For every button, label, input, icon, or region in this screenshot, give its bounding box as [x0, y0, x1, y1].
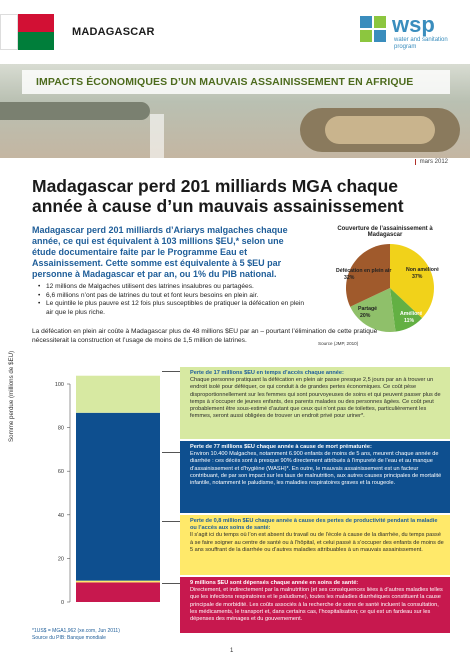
country-label: MADAGASCAR: [72, 26, 155, 38]
pie-label-improved: Amélioré: [400, 311, 423, 317]
page-number: 1: [230, 648, 234, 654]
sanitation-pie-chart: [328, 238, 452, 338]
list-item: • 12 millions de Malgaches utilisent des latrines insalubres ou partagées.: [38, 283, 310, 292]
banner-title: IMPACTS ÉCONOMIQUES D’UN MAUVAIS ASSAINISSEMENT EN AFRIQUE: [36, 76, 414, 88]
loss-bar-chart: [26, 366, 186, 616]
box-text: Il s’agit ici du temps où l’on est absent du travail ou de l’école à cause de la diarrhée, du temps passé à se faire soigner au centre de santé ou à l’hôpital, et celui passé à s’occuper des enfants de moins de 5 ans souffrant de la diarrhée ou d’autres maladies attribuables à un mauvais assainissement.: [190, 532, 444, 553]
list-item: • Le quintile le plus pauvre est 12 fois plus susceptibles de pratiquer la défécation en plein air que le plus riche.: [38, 300, 310, 317]
page-title: Madagascar perd 201 milliards MGA chaque année à cause d’un mauvais assainissement: [32, 176, 404, 216]
bar-segment: [76, 581, 160, 583]
y-tick-label: 40: [57, 512, 64, 519]
banner: [0, 64, 470, 158]
box-text: Directement, et indirectement par la malnutrition (et ses conséquences liées à d’autres maladies telles que les infections respiratoires et le paludisme), toutes les maladies diarrhéiques constituent la cause principale de morbidité. Les coûts associés à la recherche de soins de santé incluent la consultation, les médicaments, le transport et, dans certains cas, l’hospitalisation; ce qui est un fardeau sur les dépenses des ménages et du gouvernement.: [190, 587, 443, 623]
pie-title: Couverture de l’assainissement à Madagascar: [337, 226, 433, 238]
y-tick-label: 80: [57, 425, 64, 432]
body-paragraph: La défécation en plein air coûte à Madagascar plus de 48 millions $EU par an – pourtant l’élimination de cette pratique nécessiterait la construction et l’usage de moins de 1,5 million de latrines.: [32, 328, 378, 344]
logo-name: wsp: [392, 12, 435, 37]
bar-segment: [76, 376, 160, 413]
madagascar-flag: [0, 14, 54, 50]
y-tick-label: 60: [57, 469, 64, 476]
footnotes: [32, 628, 120, 642]
pie-value-unimproved: 37%: [412, 274, 423, 280]
y-tick-label: 100: [54, 382, 64, 388]
box-text: Environ 10.400 Malgaches, notamment 6.900 enfants de moins de 5 ans, meurent chaque année de diarrhée : ces décès sont à presque 90% directement attribués à l’impureté de l’eau et au manque d’assainissement et d’hygiène (WASH)*. En outre, le mauvais assainissement est un facteur contribuant, de par son impact sur les taux de malnutrition, aux autres causes principales de mortalité infantile, notamment le paludisme, les maladies respiratoires graves et la rougeole.: [190, 451, 442, 487]
list-item: • 6,6 millions n’ont pas de latrines du tout et font leurs besoins en plein air.: [38, 292, 310, 301]
pie-value-improved: 11%: [404, 318, 415, 324]
banner-water: [150, 114, 164, 158]
y-tick-label: 20: [57, 556, 64, 563]
banner-pipe: [0, 102, 150, 120]
wsp-logo-icon: [358, 14, 390, 48]
box-heading: Perte de 77 millions $EU chaque année à cause de mort prématurée:: [190, 444, 372, 450]
healthcare-box: [180, 577, 450, 633]
pie-label-unimproved: Non amélioré: [406, 267, 439, 273]
y-tick-label: 0: [60, 600, 64, 606]
box-heading: 9 millions $EU sont dépensés chaque année en soins de santé:: [190, 580, 359, 586]
wsp-logo: [358, 12, 458, 56]
box-text: Chaque personne pratiquant la défécation en plein air passe presque 2,5 jours par an à trouver un endroit isolé pour déféquer, ce qui conduit à de grandes pertes économiques. Ce coût pèse disproportionnellement sur les femmes qui sont pourvoyeuses de soins et qui peuvent passer plus de temps à s’occuper de jeunes enfants, des parents malades ou des personnes âgées. Ce coût peut probablement être sous-estimé d’autant que ceux qui n’ont pas de toilettes, particulièrement les femmes, seront aussi obligées de trouver un endroit privé pour uriner*.: [190, 377, 441, 420]
box-heading: Perte de 17 millions $EU en temps d’accès chaque année:: [190, 370, 344, 376]
pie-value-open: 32%: [344, 275, 355, 281]
lead-paragraph: Madagascar perd 201 milliards d’Ariarys malgaches chaque année, ce qui est équivalent à 103 millions $EU,* selon une étude documentaire faite par le Programme Eau et Assainissement. Cette somme est équivalente à 5 $EU par personne à Madagascar et par an, ou 1% du PIB national.: [32, 225, 288, 279]
box-heading: Perte de 0,8 million $EU chaque année à cause des pertes de productivité pendant la maladie ou l’accès aux soins de santé:: [190, 518, 438, 532]
pie-source: Source (JMP, 2010): [318, 341, 359, 346]
logo-subtitle: water and sanitation program: [394, 37, 448, 50]
pie-label-shared: Partagé: [358, 306, 378, 312]
pie-label-open: Défécation en plein air: [336, 268, 392, 274]
footnote-exchange: *1US$ = MGA1,962 (xe.com, Jun 2011): [32, 628, 120, 634]
pie-value-shared: 20%: [360, 313, 371, 319]
bullet-list: [38, 283, 310, 317]
time-access-box: [180, 367, 450, 439]
bar-segment: [76, 582, 160, 602]
premature-death-box: [180, 441, 450, 513]
productivity-box: [180, 515, 450, 575]
publication-date: mars 2012: [415, 159, 448, 165]
y-axis-label: Somme perdue (millions de $EU): [8, 350, 15, 442]
footnote-source: Source du PIB: Banque mondiale: [32, 635, 106, 641]
bar-segment: [76, 413, 160, 581]
